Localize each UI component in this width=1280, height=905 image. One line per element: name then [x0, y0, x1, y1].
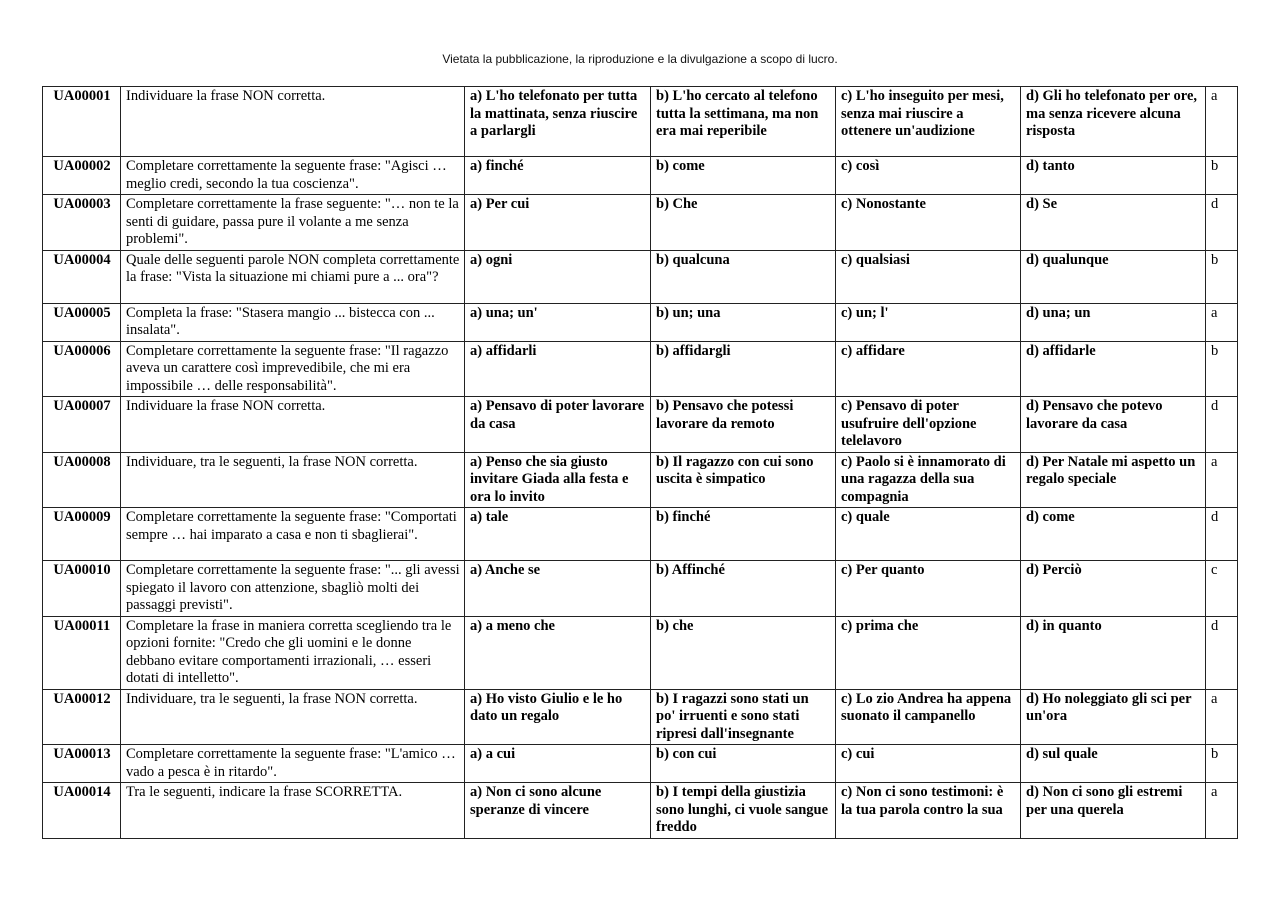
question-text: Completare correttamente la seguente frase: "... gli avessi spiegato il lavoro con attenzione, sbagliò molti dei passaggi previsti".	[121, 561, 465, 617]
option-c: c) Pensavo di poter usufruire dell'opzione telelavoro	[836, 397, 1021, 453]
option-a: a) a cui	[465, 745, 651, 783]
question-text: Individuare, tra le seguenti, la frase NON corretta.	[121, 689, 465, 745]
question-text: Completare correttamente la seguente frase: "L'amico … vado a pesca è in ritardo".	[121, 745, 465, 783]
correct-answer: d	[1206, 397, 1238, 453]
option-d: d) Ho noleggiato gli sci per un'ora	[1021, 689, 1206, 745]
question-text: Quale delle seguenti parole NON completa correttamente la frase: "Vista la situazione mi chiami pure a ... ora"?	[121, 250, 465, 303]
option-c: c) L'ho inseguito per mesi, senza mai riuscire a ottenere un'audizione	[836, 87, 1021, 157]
option-a: a) finché	[465, 157, 651, 195]
correct-answer: a	[1206, 783, 1238, 839]
question-code: UA00005	[43, 303, 121, 341]
option-a: a) Pensavo di poter lavorare da casa	[465, 397, 651, 453]
question-text: Completa la frase: "Stasera mangio ... bistecca con ... insalata".	[121, 303, 465, 341]
correct-answer: d	[1206, 616, 1238, 689]
option-d: d) Se	[1021, 195, 1206, 251]
option-c: c) cui	[836, 745, 1021, 783]
question-text: Tra le seguenti, indicare la frase SCORRETTA.	[121, 783, 465, 839]
table-row	[43, 250, 1238, 303]
question-code: UA00010	[43, 561, 121, 617]
option-a: a) affidarli	[465, 341, 651, 397]
option-c: c) Paolo si è innamorato di una ragazza della sua compagnia	[836, 452, 1021, 508]
question-text: Individuare la frase NON corretta.	[121, 397, 465, 453]
correct-answer: b	[1206, 157, 1238, 195]
option-d: d) sul quale	[1021, 745, 1206, 783]
option-a: a) una; un'	[465, 303, 651, 341]
option-d: d) tanto	[1021, 157, 1206, 195]
question-code: UA00008	[43, 452, 121, 508]
option-b: b) un; una	[651, 303, 836, 341]
table-row	[43, 745, 1238, 783]
question-text: Completare la frase in maniera corretta scegliendo tra le opzioni fornite: "Credo che gli uomini e le donne debbano evitare comportamenti irrazionali, … esseri dotati di intelletto".	[121, 616, 465, 689]
option-a: a) Per cui	[465, 195, 651, 251]
table-row	[43, 783, 1238, 839]
correct-answer: d	[1206, 195, 1238, 251]
option-a: a) Penso che sia giusto invitare Giada alla festa e ora lo invito	[465, 452, 651, 508]
option-c: c) Nonostante	[836, 195, 1021, 251]
question-code: UA00009	[43, 508, 121, 561]
page-header-notice: Vietata la pubblicazione, la riproduzione e la divulgazione a scopo di lucro.	[442, 52, 838, 66]
option-b: b) Che	[651, 195, 836, 251]
option-d: d) Gli ho telefonato per ore, ma senza ricevere alcuna risposta	[1021, 87, 1206, 157]
questions-table	[42, 86, 1238, 839]
option-b: b) Affinché	[651, 561, 836, 617]
table-row	[43, 195, 1238, 251]
question-code: UA00013	[43, 745, 121, 783]
question-text: Completare correttamente la frase seguente: "… non te la senti di guidare, passa pure il volante a me senza problemi".	[121, 195, 465, 251]
option-b: b) che	[651, 616, 836, 689]
option-b: b) I tempi della giustizia sono lunghi, ci vuole sangue freddo	[651, 783, 836, 839]
option-d: d) Perciò	[1021, 561, 1206, 617]
option-a: a) L'ho telefonato per tutta la mattinata, senza riuscire a parlargli	[465, 87, 651, 157]
option-d: d) come	[1021, 508, 1206, 561]
question-code: UA00001	[43, 87, 121, 157]
option-c: c) Per quanto	[836, 561, 1021, 617]
option-a: a) a meno che	[465, 616, 651, 689]
option-a: a) Anche se	[465, 561, 651, 617]
table-row	[43, 303, 1238, 341]
question-code: UA00012	[43, 689, 121, 745]
table-row	[43, 157, 1238, 195]
correct-answer: b	[1206, 745, 1238, 783]
correct-answer: c	[1206, 561, 1238, 617]
table-row	[43, 452, 1238, 508]
question-code: UA00003	[43, 195, 121, 251]
option-d: d) in quanto	[1021, 616, 1206, 689]
correct-answer: b	[1206, 250, 1238, 303]
question-code: UA00011	[43, 616, 121, 689]
option-b: b) Pensavo che potessi lavorare da remoto	[651, 397, 836, 453]
table-row	[43, 341, 1238, 397]
question-code: UA00006	[43, 341, 121, 397]
table-row	[43, 616, 1238, 689]
option-d: d) Per Natale mi aspetto un regalo speciale	[1021, 452, 1206, 508]
option-a: a) ogni	[465, 250, 651, 303]
option-c: c) un; l'	[836, 303, 1021, 341]
correct-answer: b	[1206, 341, 1238, 397]
question-code: UA00014	[43, 783, 121, 839]
option-b: b) come	[651, 157, 836, 195]
table-row	[43, 689, 1238, 745]
option-c: c) Lo zio Andrea ha appena suonato il campanello	[836, 689, 1021, 745]
correct-answer: a	[1206, 87, 1238, 157]
question-text: Individuare, tra le seguenti, la frase NON corretta.	[121, 452, 465, 508]
option-c: c) quale	[836, 508, 1021, 561]
table-row	[43, 87, 1238, 157]
option-c: c) prima che	[836, 616, 1021, 689]
option-a: a) tale	[465, 508, 651, 561]
option-b: b) finché	[651, 508, 836, 561]
option-a: a) Ho visto Giulio e le ho dato un regalo	[465, 689, 651, 745]
correct-answer: a	[1206, 303, 1238, 341]
question-code: UA00002	[43, 157, 121, 195]
option-b: b) Il ragazzo con cui sono uscita è simpatico	[651, 452, 836, 508]
correct-answer: a	[1206, 452, 1238, 508]
option-b: b) affidargli	[651, 341, 836, 397]
option-d: d) Non ci sono gli estremi per una querela	[1021, 783, 1206, 839]
table-row	[43, 397, 1238, 453]
question-code: UA00004	[43, 250, 121, 303]
question-text: Completare correttamente la seguente frase: "Il ragazzo aveva un carattere così imprevedibile, che mi era impossibile … delle responsabilità".	[121, 341, 465, 397]
question-code: UA00007	[43, 397, 121, 453]
option-c: c) affidare	[836, 341, 1021, 397]
option-d: d) una; un	[1021, 303, 1206, 341]
correct-answer: d	[1206, 508, 1238, 561]
question-text: Completare correttamente la seguente frase: "Comportati sempre … hai imparato a casa e non ti sbaglierai".	[121, 508, 465, 561]
table-row	[43, 508, 1238, 561]
option-c: c) qualsiasi	[836, 250, 1021, 303]
option-b: b) qualcuna	[651, 250, 836, 303]
table-row	[43, 561, 1238, 617]
question-text: Individuare la frase NON corretta.	[121, 87, 465, 157]
option-c: c) così	[836, 157, 1021, 195]
option-b: b) I ragazzi sono stati un po' irruenti e sono stati ripresi dall'insegnante	[651, 689, 836, 745]
option-b: b) L'ho cercato al telefono tutta la settimana, ma non era mai reperibile	[651, 87, 836, 157]
question-text: Completare correttamente la seguente frase: "Agisci … meglio credi, secondo la tua coscienza".	[121, 157, 465, 195]
correct-answer: a	[1206, 689, 1238, 745]
option-c: c) Non ci sono testimoni: è la tua parola contro la sua	[836, 783, 1021, 839]
option-b: b) con cui	[651, 745, 836, 783]
option-d: d) affidarle	[1021, 341, 1206, 397]
option-d: d) qualunque	[1021, 250, 1206, 303]
option-a: a) Non ci sono alcune speranze di vincere	[465, 783, 651, 839]
option-d: d) Pensavo che potevo lavorare da casa	[1021, 397, 1206, 453]
